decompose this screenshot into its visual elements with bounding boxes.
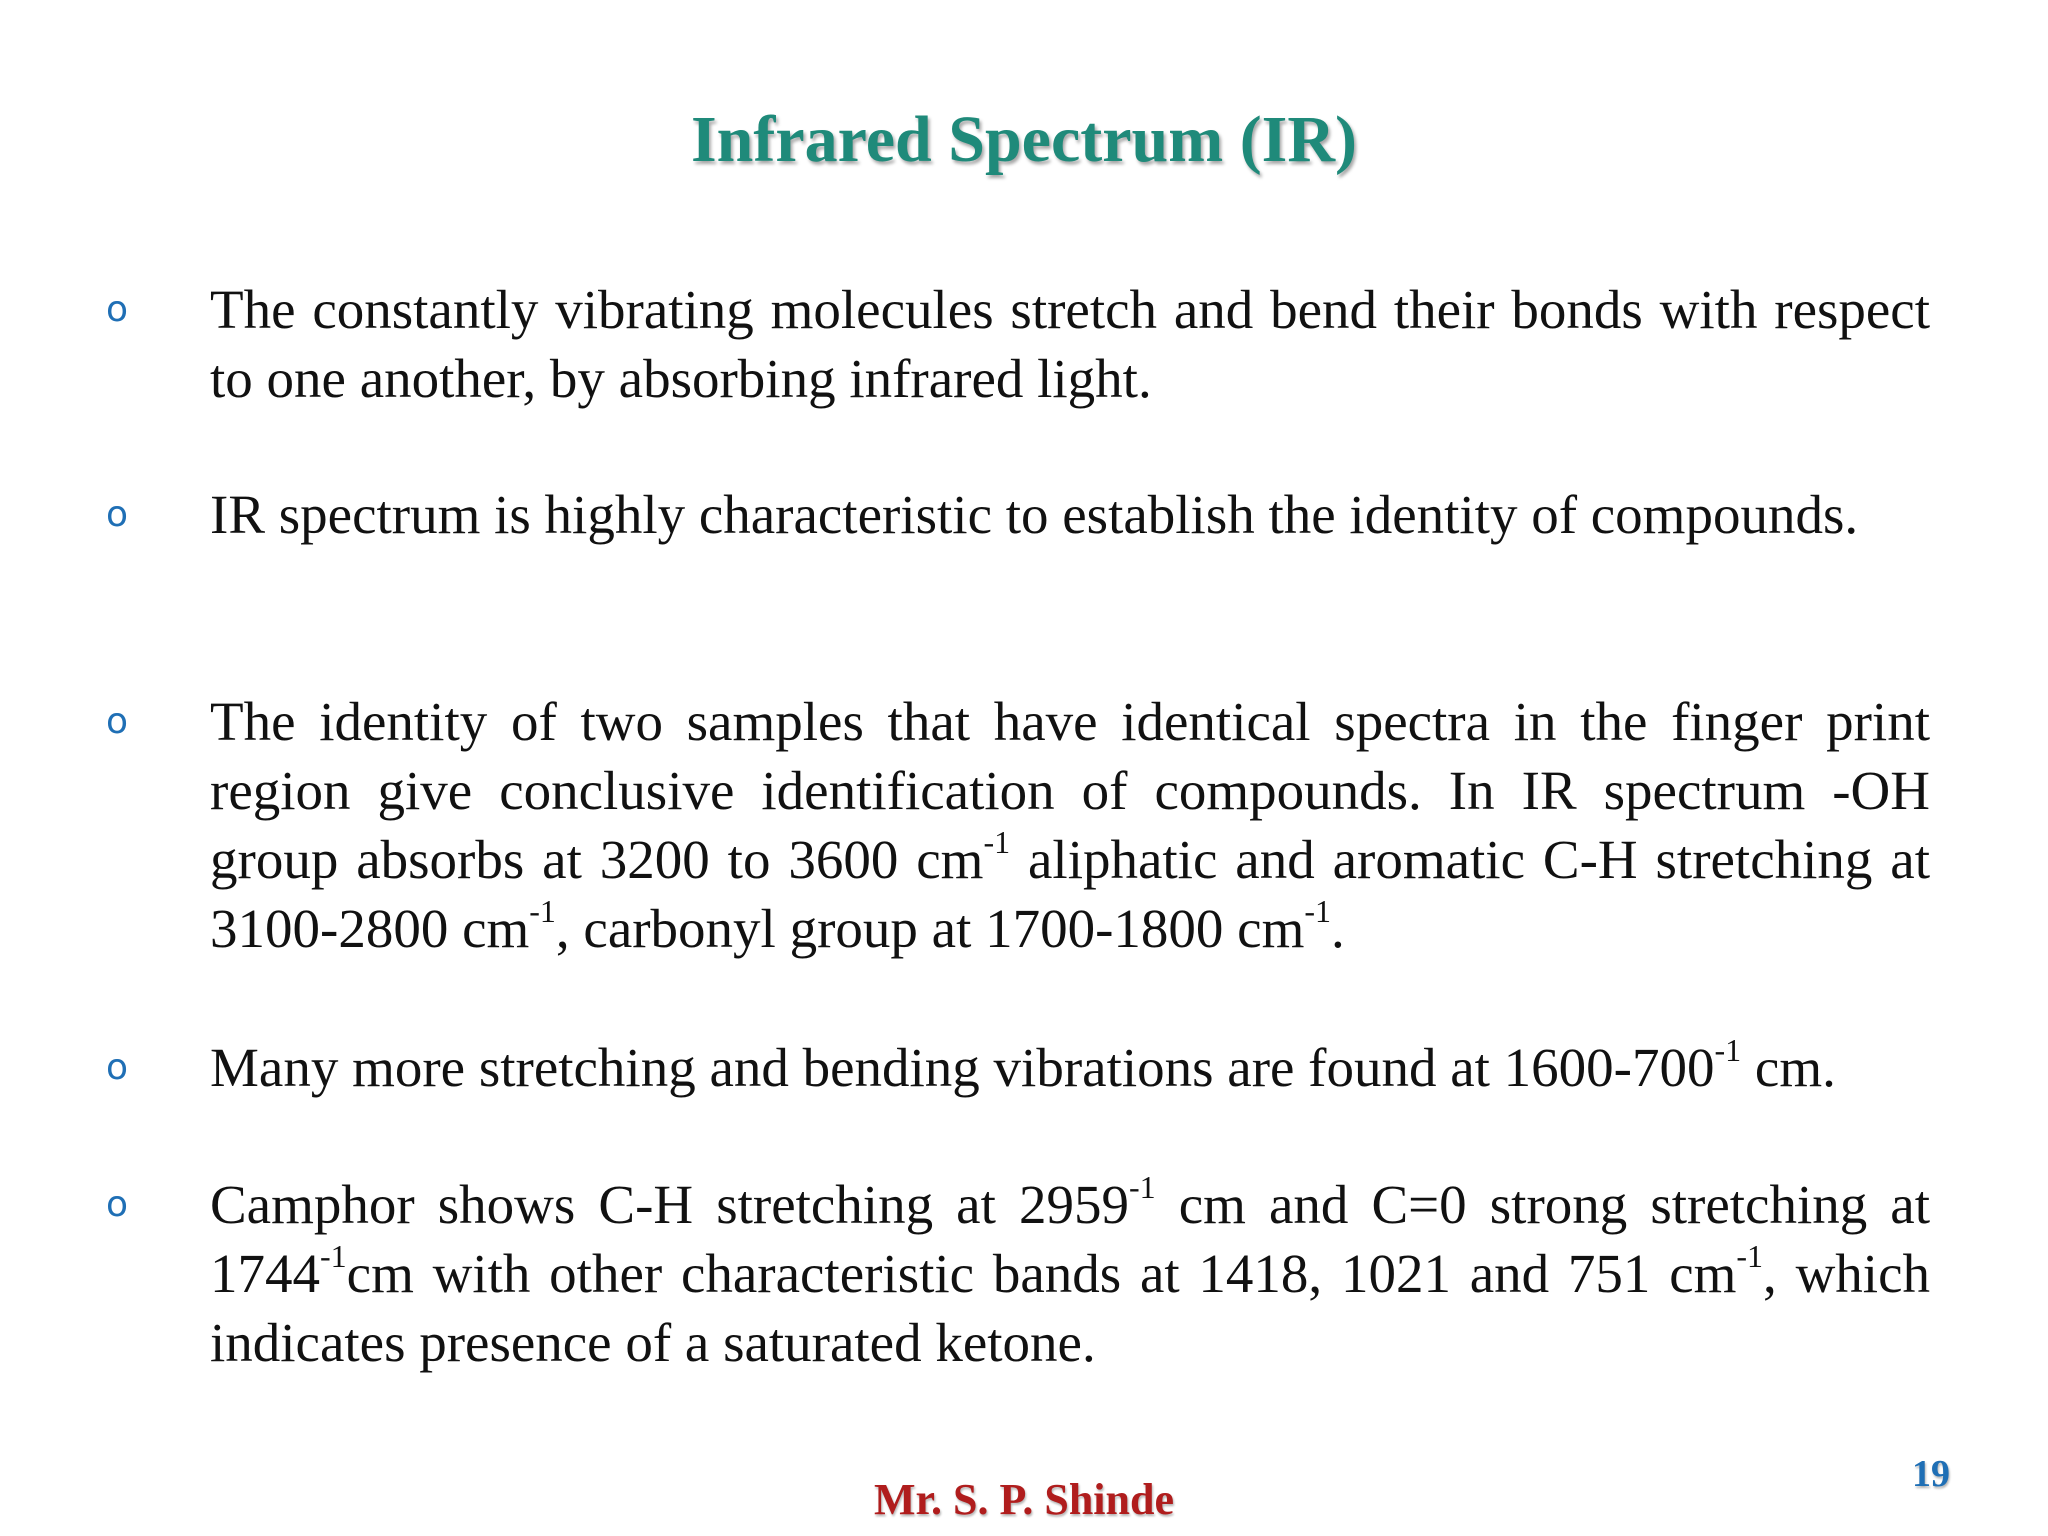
bullet-text-segment: aliphatic and aromatic C-H stretching at 3100-2800 cm <box>210 829 1930 959</box>
bullet-marker-icon: o <box>106 289 129 330</box>
bullet-text <box>210 1033 1930 1102</box>
bullet-text <box>210 1170 1930 1377</box>
bullet-text <box>210 275 1930 413</box>
bullet-marker-icon: o <box>106 1184 129 1225</box>
bullet-text-segment: , carbonyl group at 1700-1800 cm <box>555 898 1305 959</box>
page-number: 19 <box>1912 1453 1950 1495</box>
bullet-text <box>210 480 1930 549</box>
bullet-text <box>210 687 1930 963</box>
superscript-exponent: -1 <box>1736 1237 1764 1274</box>
superscript-exponent: -1 <box>529 892 556 929</box>
bullet-text-segment: IR spectrum is highly characteristic to establish the identity of compounds. <box>210 484 1859 545</box>
bullet-text-segment: cm. <box>1741 1037 1836 1098</box>
bullet-marker-icon: o <box>106 701 129 742</box>
bullet-text-segment: cm and C=0 strong stretching at 1744 <box>210 1174 1931 1304</box>
bullet-text-segment: The identity of two samples that have identical spectra in the finger print region give conclusive identification of compounds. In IR spectrum -OH group absorbs at 3200 to 3600 cm <box>210 691 1930 890</box>
bullet-text-segment: The constantly vibrating molecules stretch and bend their bonds with respect to one another, by absorbing infrared light. <box>210 279 1930 409</box>
bullet-marker-icon: o <box>106 1047 129 1088</box>
bullet-text-segment: , which indicates presence of a saturated ketone. <box>210 1243 1930 1373</box>
bullet-marker-icon: o <box>106 494 129 535</box>
author-footer: Mr. S. P. Shinde <box>874 1475 1174 1524</box>
bullet-text-segment: . <box>1331 898 1345 959</box>
superscript-exponent: -1 <box>1128 1168 1156 1205</box>
superscript-exponent: -1 <box>320 1237 347 1274</box>
superscript-exponent: -1 <box>983 823 1011 860</box>
bullet-text-segment: Many more stretching and bending vibrations are found at 1600-700 <box>210 1037 1715 1098</box>
slide-title: Infrared Spectrum (IR) <box>690 103 1358 176</box>
bullet-text-segment: cm with other characteristic bands at 1418, 1021 and 751 cm <box>346 1243 1737 1304</box>
superscript-exponent: -1 <box>1304 892 1332 929</box>
superscript-exponent: -1 <box>1714 1031 1742 1068</box>
bullet-text-segment: Camphor shows C-H stretching at 2959 <box>210 1174 1129 1235</box>
